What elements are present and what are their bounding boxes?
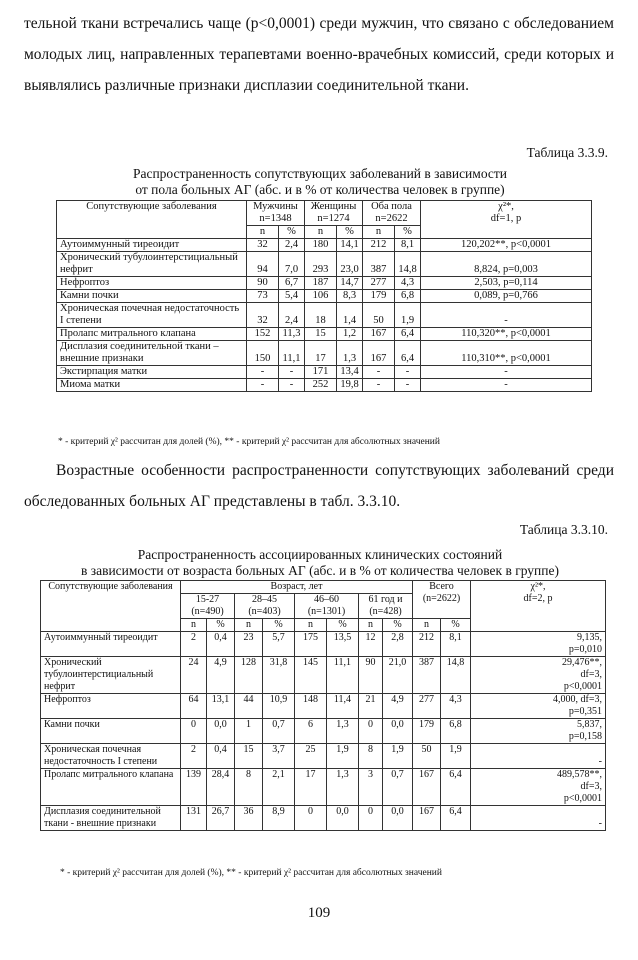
table2-cell-value: 0 (359, 719, 383, 744)
table2-chi-line: p=0,351 (568, 706, 602, 717)
table1-cell-b-n: - (363, 379, 395, 392)
table1-cell-b-p: 4,3 (395, 277, 421, 290)
table1-cell-b-n: 50 (363, 303, 395, 328)
table2-cell-value: 28,4 (207, 769, 235, 806)
table1-cell-b-n: 179 (363, 290, 395, 303)
table2-cell-value: 167 (413, 769, 441, 806)
table2-cell-value: 10,9 (263, 694, 295, 719)
table1 (56, 200, 592, 392)
table1-cell-m-p: 5,4 (279, 290, 305, 303)
table1-cell-w-n: 18 (305, 303, 337, 328)
table2-cell-value: 4,9 (383, 694, 413, 719)
table1-cell-name: Экстирпация матки (57, 366, 247, 379)
table1-cell-w-n: 15 (305, 328, 337, 341)
table2-header-total: Всего (n=2622) (413, 581, 471, 619)
table2-cell-value: 12 (359, 632, 383, 657)
table1-sub-n: n (363, 226, 395, 239)
table1-footnote: * - критерий χ² рассчитан для долей (%), ** - критерий χ² рассчитан для абсолютных значений (58, 437, 440, 447)
table2-cell-value: 64 (181, 694, 207, 719)
table1-sub-n: n (247, 226, 279, 239)
table2-cell-value: 277 (413, 694, 441, 719)
table1-cell-m-n: 94 (247, 252, 279, 277)
table1-header-disease: Сопутствующие заболевания (57, 201, 247, 239)
table1-cell-m-p: 2,4 (279, 239, 305, 252)
table1-cell-b-p: 6,4 (395, 341, 421, 366)
table2-chi-line: 4,000, df=3, (553, 694, 602, 705)
table2-cell-value: 2 (181, 632, 207, 657)
table1-cell-m-p: 11,1 (279, 341, 305, 366)
table1-cell-m-n: 150 (247, 341, 279, 366)
table1-cell-w-p: 14,7 (337, 277, 363, 290)
table1-cell-w-n: 17 (305, 341, 337, 366)
table2-cell-chi (471, 806, 606, 831)
table2-cell-value: 14,8 (441, 657, 471, 694)
table2-cell-value: 6,4 (441, 806, 471, 831)
table2-cell-value: 4,9 (207, 657, 235, 694)
page-number: 109 (307, 905, 331, 921)
table2-sub-pct: % (263, 619, 295, 632)
table2-title (40, 547, 600, 579)
table1-cell-b-p: - (395, 379, 421, 392)
table1-header-women: Женщины n=1274 (305, 201, 363, 226)
table1-cell-m-p: - (279, 366, 305, 379)
table2-cell-disease: Аутоиммунный тиреоидит (41, 632, 181, 657)
table1-cell-b-p: 6,8 (395, 290, 421, 303)
table2-header-age: Возраст, лет (181, 581, 413, 594)
table1-cell-w-n: 106 (305, 290, 337, 303)
table1-cell-name: Миома матки (57, 379, 247, 392)
table2-cell-disease: Хронический тубулоинтерстициальный нефрит (41, 657, 181, 694)
table2-cell-value: 6,8 (441, 719, 471, 744)
table2-cell-value: 13,1 (207, 694, 235, 719)
table1-cell-b-n: 167 (363, 328, 395, 341)
table1-cell-w-n: 180 (305, 239, 337, 252)
table2-row (41, 769, 606, 806)
table1-cell-chi: - (421, 366, 592, 379)
table2-cell-value: 0,7 (383, 769, 413, 806)
table2-cell-value: 145 (295, 657, 327, 694)
table2-cell-value: 0,0 (327, 806, 359, 831)
table2-group-3: 46–60 (n=1301) (295, 594, 359, 619)
table1-sub-pct: % (279, 226, 305, 239)
table1-cell-w-p: 14,1 (337, 239, 363, 252)
middle-paragraph (24, 455, 614, 517)
table1-cell-chi: 110,310**, p<0,0001 (421, 341, 592, 366)
table2-row (41, 632, 606, 657)
table2-cell-chi (471, 632, 606, 657)
table2-cell-value: 17 (295, 769, 327, 806)
table2-cell-value: 11,4 (327, 694, 359, 719)
table2-title-line1: Распространенность ассоциированных клинических состояний (137, 547, 503, 562)
table1-cell-chi: 8,824, p=0,003 (421, 252, 592, 277)
table2-cell-chi (471, 769, 606, 806)
table1-cell-b-n: 212 (363, 239, 395, 252)
table2-sub-n: n (235, 619, 263, 632)
table2-cell-value: 25 (295, 744, 327, 769)
table2-cell-value: 175 (295, 632, 327, 657)
table1-title-line1: Распространенность сопутствующих заболеваний в зависимости (132, 166, 508, 181)
table1-row (57, 290, 592, 303)
table1-row (57, 277, 592, 290)
table1-title-line2: от пола больных АГ (абс. и в % от количества человек в группе) (135, 182, 505, 197)
table2-sub-n: n (181, 619, 207, 632)
table2-cell-value: 131 (181, 806, 207, 831)
table2-cell-value: 90 (359, 657, 383, 694)
table1-cell-w-p: 8,3 (337, 290, 363, 303)
table2-cell-value: 1 (235, 719, 263, 744)
table2-cell-value: 4,3 (441, 694, 471, 719)
table2-cell-value: 212 (413, 632, 441, 657)
intro-paragraph (24, 8, 614, 101)
table2-cell-value: 5,7 (263, 632, 295, 657)
table1-cell-m-n: 152 (247, 328, 279, 341)
table1-sub-n: n (305, 226, 337, 239)
table1-header-both: Оба пола n=2622 (363, 201, 421, 226)
table1-cell-name: Пролапс митрального клапана (57, 328, 247, 341)
table1-cell-m-n: - (247, 379, 279, 392)
table1-cell-w-p: 19,8 (337, 379, 363, 392)
table1-cell-w-p: 23,0 (337, 252, 363, 277)
table2-footnote: * - критерий χ² рассчитан для долей (%), ** - критерий χ² рассчитан для абсолютных значений (60, 868, 442, 878)
table2-chi-line: 29,476**, (562, 657, 602, 668)
table1-cell-m-p: 7,0 (279, 252, 305, 277)
table1-cell-name: Камни почки (57, 290, 247, 303)
intro-text: тельной ткани встречались чаще (p<0,0001) среди мужчин, что связано с обследованием молодых лиц, направленных терапевтами военно-врачебных комиссий, среди которых и выявлялись различные признаки дисплазии соединительной ткани. (24, 15, 614, 94)
table2-cell-value: 1,9 (383, 744, 413, 769)
table2-row (41, 806, 606, 831)
table2-chi-line: p=0,010 (568, 644, 602, 655)
table1-cell-m-n: 90 (247, 277, 279, 290)
table2-cell-disease: Дисплазия соединительной ткани - внешние признаки (41, 806, 181, 831)
table2-cell-value: 8 (359, 744, 383, 769)
table1-row (57, 341, 592, 366)
table2-chi-line: 489,578**, (557, 769, 602, 780)
table2-cell-disease: Пролапс митрального клапана (41, 769, 181, 806)
table2-title-line2: в зависимости от возраста больных АГ (абс. и в % от количества человек в группе) (81, 563, 559, 578)
table2-sub-n: n (413, 619, 441, 632)
table2-cell-value: 8 (235, 769, 263, 806)
table2-cell-value: 0,4 (207, 744, 235, 769)
table1-row (57, 379, 592, 392)
table1-cell-m-n: - (247, 366, 279, 379)
table2-cell-value: 0,0 (383, 719, 413, 744)
table2-header-chi: χ²*, df=2, p (471, 581, 606, 632)
table2-cell-value: 26,7 (207, 806, 235, 831)
table1-cell-b-n: 167 (363, 341, 395, 366)
table2-group-1: 15-27 (n=490) (181, 594, 235, 619)
table2-sub-pct: % (207, 619, 235, 632)
table1-header-chi: χ²*, df=1, p (421, 201, 592, 239)
table2-cell-value: 179 (413, 719, 441, 744)
table1-cell-name: Нефроптоз (57, 277, 247, 290)
table2-chi-line: p<0,0001 (563, 793, 602, 804)
table1-cell-b-p: 1,9 (395, 303, 421, 328)
table2-cell-value: 0,0 (207, 719, 235, 744)
table2-cell-value: 8,9 (263, 806, 295, 831)
table2-chi-line: df=3, (580, 781, 602, 792)
table2-cell-value: 0 (181, 719, 207, 744)
table2-cell-value: 24 (181, 657, 207, 694)
table1-cell-b-p: 14,8 (395, 252, 421, 277)
table2-row (41, 657, 606, 694)
table2-cell-value: 50 (413, 744, 441, 769)
table2-cell-chi (471, 719, 606, 744)
table1-header-men: Мужчины n=1348 (247, 201, 305, 226)
table2-sub-n: n (359, 619, 383, 632)
table2-cell-value: 2,8 (383, 632, 413, 657)
table2-cell-value: 0,0 (383, 806, 413, 831)
table2-chi-line: df=3, (580, 669, 602, 680)
table1-cell-chi: 2,503, p=0,114 (421, 277, 592, 290)
table2-cell-value: 21 (359, 694, 383, 719)
table2-cell-value: 8,1 (441, 632, 471, 657)
table2-group-2: 28–45 (n=403) (235, 594, 295, 619)
table1-cell-name: Хронический тубулоинтерстициальный нефрит (57, 252, 247, 277)
table1-sub-pct: % (337, 226, 363, 239)
table2-chi-line: 5,837, (577, 719, 602, 730)
table2-chi-line: p<0,0001 (563, 681, 602, 692)
table1-row (57, 239, 592, 252)
table2-row (41, 744, 606, 769)
table1-cell-w-n: 187 (305, 277, 337, 290)
table2-cell-value: 2 (181, 744, 207, 769)
table2-chi-line: - (598, 818, 602, 829)
table2-cell-value: 1,9 (441, 744, 471, 769)
table1-cell-b-p: 8,1 (395, 239, 421, 252)
table1-cell-w-n: 171 (305, 366, 337, 379)
table1-cell-chi: 0,089, p=0,766 (421, 290, 592, 303)
table2-sub-pct: % (441, 619, 471, 632)
table1-cell-w-n: 252 (305, 379, 337, 392)
table1-cell-w-p: 1,4 (337, 303, 363, 328)
table1-row (57, 303, 592, 328)
table2-cell-value: 0,7 (263, 719, 295, 744)
table2-sub-pct: % (327, 619, 359, 632)
table2-header-row (41, 581, 606, 594)
table2-cell-value: 1,3 (327, 769, 359, 806)
table2-cell-value: 1,3 (327, 719, 359, 744)
table1-row (57, 366, 592, 379)
table2-cell-value: 128 (235, 657, 263, 694)
table2 (40, 580, 606, 831)
table1-cell-m-p: 11,3 (279, 328, 305, 341)
table2-sub-n: n (295, 619, 327, 632)
table2-cell-value: 0 (295, 806, 327, 831)
table2-header-disease: Сопутствующие заболевания (41, 581, 181, 632)
table1-row (57, 328, 592, 341)
table2-cell-chi (471, 694, 606, 719)
table2-cell-value: 21,0 (383, 657, 413, 694)
table2-cell-value: 44 (235, 694, 263, 719)
table2-cell-chi (471, 744, 606, 769)
table2-cell-value: 387 (413, 657, 441, 694)
table2-cell-value: 2,1 (263, 769, 295, 806)
table2-cell-value: 23 (235, 632, 263, 657)
table2-row (41, 694, 606, 719)
table1-sub-pct: % (395, 226, 421, 239)
table1-header-row (57, 201, 592, 226)
middle-text: Возрастные особенности распространенности сопутствующих заболеваний среди обследованных больных АГ представлены в табл. 3.3.10. (24, 462, 614, 510)
table2-cell-value: 3,7 (263, 744, 295, 769)
table1-cell-chi: 120,202**, p<0,0001 (421, 239, 592, 252)
table2-cell-disease: Нефроптоз (41, 694, 181, 719)
table2-cell-value: 6 (295, 719, 327, 744)
table1-title (40, 166, 600, 198)
table1-cell-w-p: 1,3 (337, 341, 363, 366)
table1-cell-name: Хроническая почечная недостаточность I степени (57, 303, 247, 328)
table2-cell-value: 0 (359, 806, 383, 831)
table2-chi-line: 9,135, (577, 632, 602, 643)
table2-chi-line: p=0,158 (568, 731, 602, 742)
table2-cell-value: 13,5 (327, 632, 359, 657)
table1-cell-w-p: 1,2 (337, 328, 363, 341)
table2-label: Таблица 3.3.10. (519, 522, 608, 537)
table2-cell-chi (471, 657, 606, 694)
table1-cell-b-p: - (395, 366, 421, 379)
table1-cell-m-p: 2,4 (279, 303, 305, 328)
table1-cell-m-n: 32 (247, 303, 279, 328)
table1-cell-name: Дисплазия соединительной ткани – внешние признаки (57, 341, 247, 366)
table1-cell-b-n: 387 (363, 252, 395, 277)
table1-cell-b-p: 6,4 (395, 328, 421, 341)
table2-cell-value: 0,4 (207, 632, 235, 657)
table2-cell-value: 11,1 (327, 657, 359, 694)
table2-cell-value: 36 (235, 806, 263, 831)
table2-cell-value: 6,4 (441, 769, 471, 806)
table2-cell-value: 148 (295, 694, 327, 719)
table1-cell-m-n: 73 (247, 290, 279, 303)
table2-cell-value: 139 (181, 769, 207, 806)
table2-row (41, 719, 606, 744)
table2-cell-disease: Хроническая почечная недостаточность I степени (41, 744, 181, 769)
table1-row (57, 252, 592, 277)
table2-sub-pct: % (383, 619, 413, 632)
table2-chi-line: - (598, 756, 602, 767)
table1-cell-chi: 110,320**, p<0,0001 (421, 328, 592, 341)
table2-cell-value: 1,9 (327, 744, 359, 769)
table1-cell-m-p: - (279, 379, 305, 392)
table2-cell-value: 3 (359, 769, 383, 806)
table1-cell-w-n: 293 (305, 252, 337, 277)
table1-cell-w-p: 13,4 (337, 366, 363, 379)
table2-cell-value: 167 (413, 806, 441, 831)
table1-cell-b-n: - (363, 366, 395, 379)
table1-cell-m-n: 32 (247, 239, 279, 252)
table1-cell-b-n: 277 (363, 277, 395, 290)
table1-cell-name: Аутоиммунный тиреоидит (57, 239, 247, 252)
table2-group-4: 61 год и (n=428) (359, 594, 413, 619)
table1-cell-chi: - (421, 379, 592, 392)
table1-cell-chi: - (421, 303, 592, 328)
table2-cell-value: 31,8 (263, 657, 295, 694)
table2-cell-value: 15 (235, 744, 263, 769)
table1-label: Таблица 3.3.9. (526, 145, 608, 160)
table2-cell-disease: Камни почки (41, 719, 181, 744)
table1-cell-m-p: 6,7 (279, 277, 305, 290)
